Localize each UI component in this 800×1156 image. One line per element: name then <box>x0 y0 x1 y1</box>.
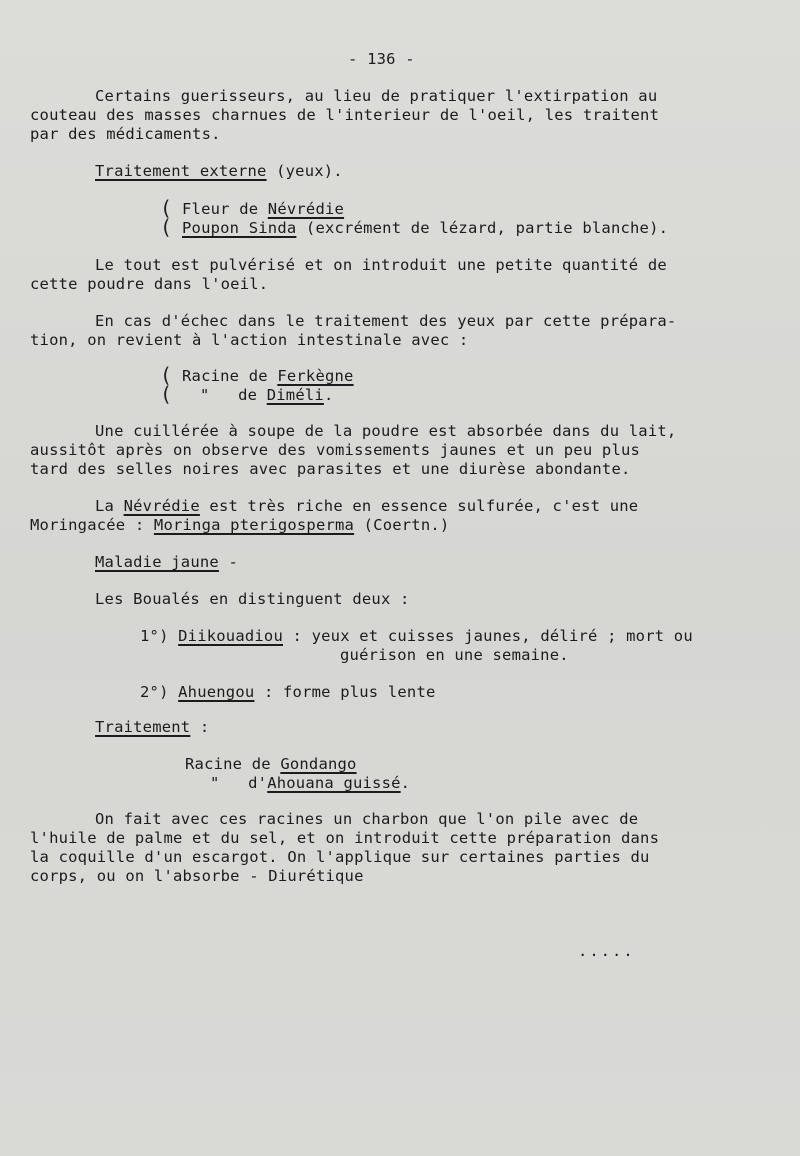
para3-line2: tion, on revient à l'action intestinale avec : <box>30 331 469 349</box>
list-item-suffix: . <box>323 386 334 404</box>
plant-name: Diméli <box>266 386 324 404</box>
section-title-suffix: - <box>218 553 238 571</box>
list-number: 2°) <box>140 683 179 701</box>
end-dots: ..... <box>578 942 635 960</box>
list4-item2 <box>210 774 410 793</box>
list-item-suffix: : forme plus lente <box>254 683 436 701</box>
section-title-text: Traitement externe <box>95 162 267 180</box>
list-item-prefix: Racine de <box>182 367 278 385</box>
list-item-prefix: " de <box>200 386 267 404</box>
para7-line3: la coquille d'un escargot. On l'applique sur certaines parties du <box>30 848 650 866</box>
para5-line1 <box>95 497 638 516</box>
list2-item2 <box>200 386 333 405</box>
list1-item2 <box>182 219 668 238</box>
plant-name: Gondango <box>280 755 357 773</box>
list-item-prefix: " d' <box>210 774 268 792</box>
para4-line1: Une cuillérée à soupe de la poudre est absorbée dans du lait, <box>95 422 677 440</box>
list-item-prefix: Racine de <box>185 755 281 773</box>
para2-line2: cette poudre dans l'oeil. <box>30 275 269 293</box>
section-title-suffix: : <box>190 718 210 736</box>
text-prefix: Moringacée : <box>30 516 154 534</box>
scientific-name: Moringa pterigosperma <box>153 516 355 534</box>
list-item-suffix: : yeux et cuisses jaunes, déliré ; mort ou <box>283 627 693 645</box>
section-title-suffix: (yeux). <box>266 162 343 180</box>
para3-line1: En cas d'échec dans le traitement des yeux par cette prépara- <box>95 312 677 330</box>
list3-item1-continuation: guérison en une semaine. <box>340 646 569 664</box>
list1-item1 <box>182 200 344 219</box>
section-title-text: Traitement <box>95 718 191 736</box>
plant-name: Ahouana guissé <box>267 774 401 792</box>
para1-line1: Certains guerisseurs, au lieu de pratiquer l'extirpation au <box>95 87 658 105</box>
brace-left: ( <box>160 382 173 406</box>
plant-name: Poupon Sinda <box>182 219 297 237</box>
para4-line2: aussitôt après on observe des vomissements jaunes et un peu plus <box>30 441 641 459</box>
page-number: - 136 - <box>348 50 415 68</box>
disease-name: Ahuengou <box>178 683 255 701</box>
brace-left: ( <box>160 363 173 387</box>
list3-item2 <box>140 683 436 702</box>
para1-line3: par des médicaments. <box>30 125 221 143</box>
list-number: 1°) <box>140 627 179 645</box>
brace-left: ( <box>160 196 173 220</box>
brace-left: ( <box>160 215 173 239</box>
list3-item1 <box>140 627 693 646</box>
list-item-suffix: . <box>400 774 411 792</box>
text-prefix: La <box>95 497 124 515</box>
section-title-traitement <box>95 718 209 737</box>
text-suffix: est très riche en essence sulfurée, c'est une <box>199 497 639 515</box>
list-item-suffix: (excrément de lézard, partie blanche). <box>296 219 669 237</box>
para7-line2: l'huile de palme et du sel, et on introduit cette préparation dans <box>30 829 660 847</box>
disease-name: Diikouadiou <box>178 627 283 645</box>
plant-name: Névrédie <box>123 497 200 515</box>
list2-item1 <box>182 367 354 386</box>
para1-line2: couteau des masses charnues de l'interieur de l'oeil, les traitent <box>30 106 660 124</box>
section-title-maladie-jaune <box>95 553 238 572</box>
section-title-text: Maladie jaune <box>95 553 219 571</box>
list4-item1 <box>185 755 357 774</box>
para2-line1: Le tout est pulvérisé et on introduit une petite quantité de <box>95 256 667 274</box>
para5-line2 <box>30 516 449 535</box>
plant-name: Névrédie <box>267 200 345 218</box>
para4-line3: tard des selles noires avec parasites et une diurèse abondante. <box>30 460 631 478</box>
para7-line1: On fait avec ces racines un charbon que l'on pile avec de <box>95 810 639 828</box>
text-suffix: (Coertn.) <box>354 516 450 534</box>
para6-line1: Les Boualés en distinguent deux : <box>95 590 410 608</box>
para7-line4: corps, ou on l'absorbe - Diurétique <box>30 867 364 885</box>
plant-name: Ferkègne <box>277 367 354 385</box>
list-item-prefix: Fleur de <box>182 200 268 218</box>
section-title-traitement-externe <box>95 162 343 181</box>
